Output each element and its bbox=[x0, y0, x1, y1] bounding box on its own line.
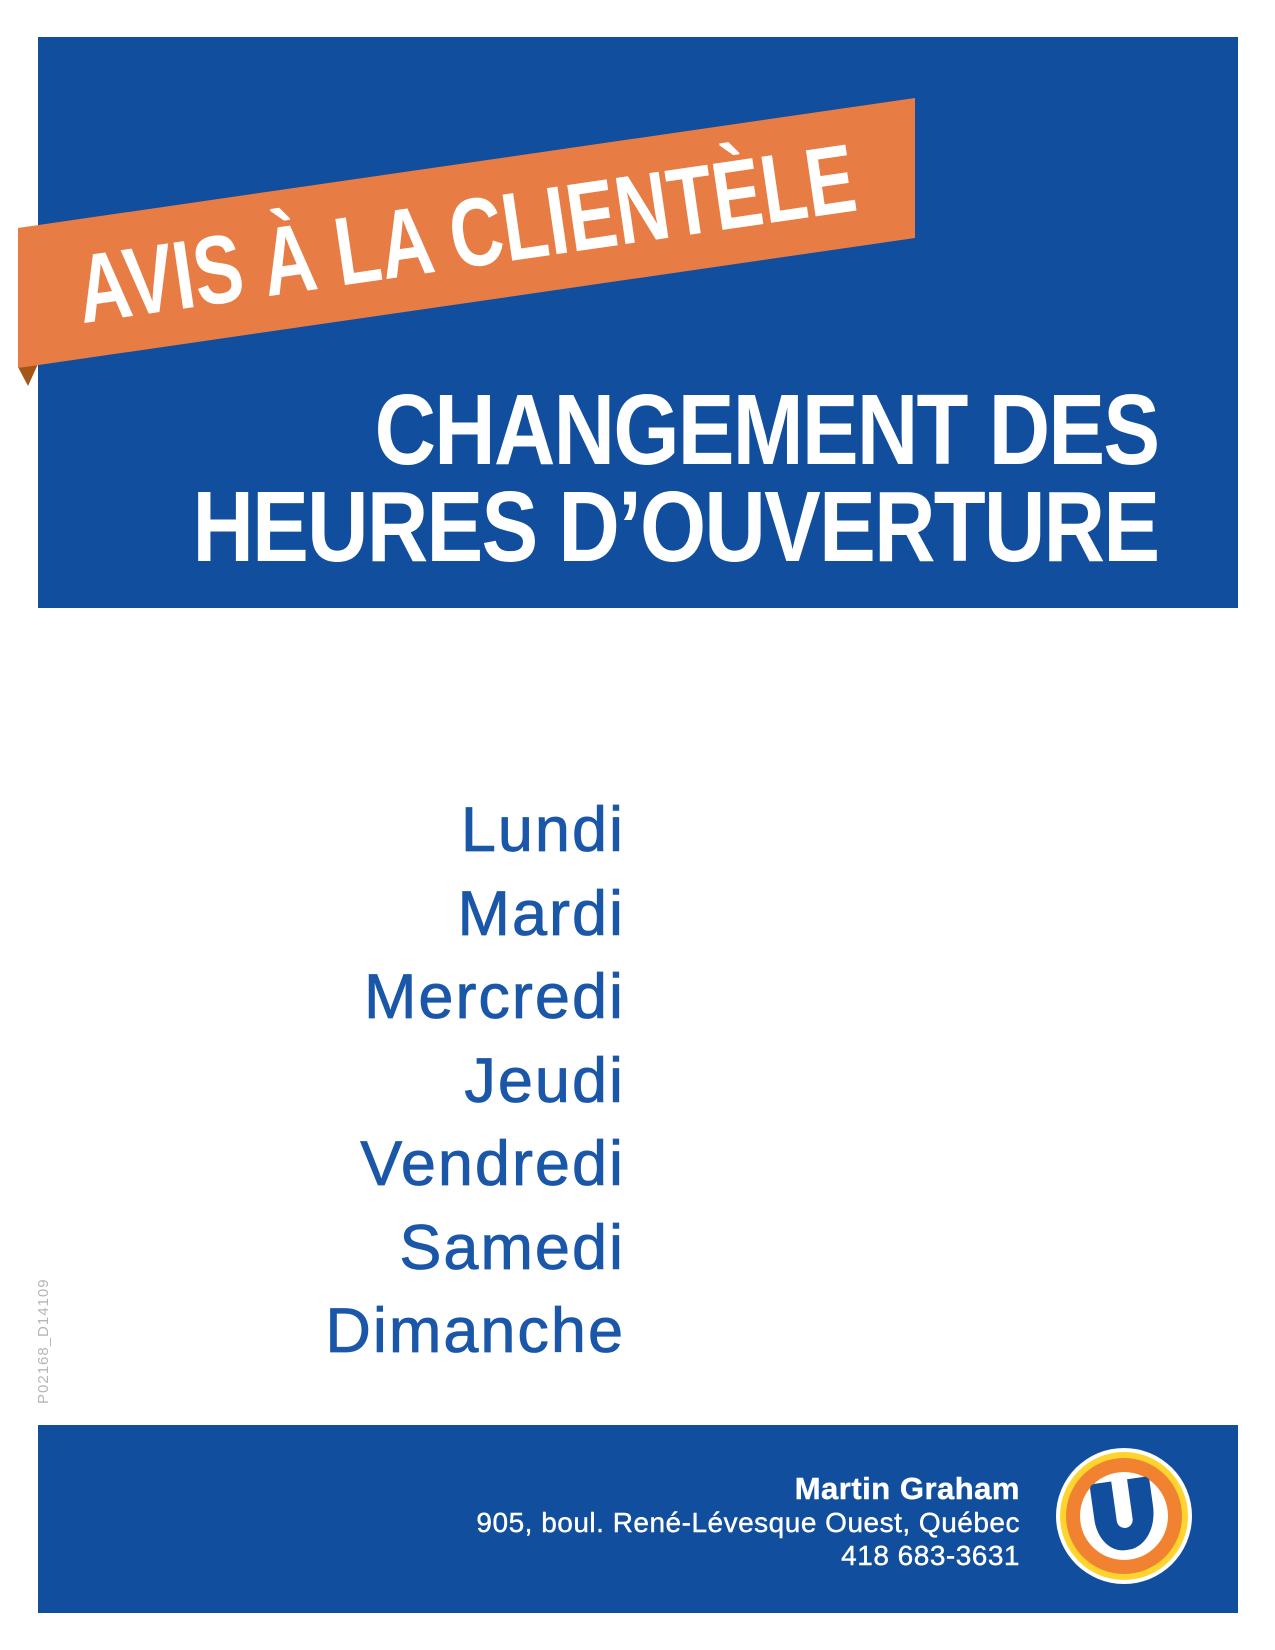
ribbon-label: AVIS À LA CLIENTÈLE bbox=[69, 86, 1110, 345]
contact-phone: 418 683-3631 bbox=[841, 1540, 1020, 1571]
day-item: Vendredi bbox=[360, 1129, 625, 1199]
day-item: Dimanche bbox=[325, 1296, 625, 1366]
page-title-line2: HEURES D’OUVERTURE bbox=[192, 471, 1158, 583]
day-item: Samedi bbox=[399, 1212, 625, 1283]
days-list bbox=[325, 789, 625, 1374]
contact-name: Martin Graham bbox=[794, 1471, 1020, 1506]
contact-address: 905, boul. René-Lévesque Ouest, Québec bbox=[476, 1507, 1020, 1538]
day-item: Mardi bbox=[457, 878, 625, 949]
logo-u-icon bbox=[1089, 1476, 1158, 1554]
day-item: Lundi bbox=[460, 795, 625, 865]
day-item: Mercredi bbox=[363, 962, 625, 1032]
page-title-line1: CHANGEMENT DES bbox=[374, 374, 1158, 486]
logo-u-counter bbox=[1111, 1477, 1134, 1529]
logo-disc bbox=[1080, 1472, 1168, 1560]
print-code: P02168_D14109 bbox=[35, 1278, 52, 1404]
day-item: Jeudi bbox=[464, 1045, 625, 1116]
contact-block bbox=[476, 1471, 1020, 1571]
store-logo bbox=[1056, 1448, 1192, 1584]
page-title bbox=[192, 374, 1158, 583]
